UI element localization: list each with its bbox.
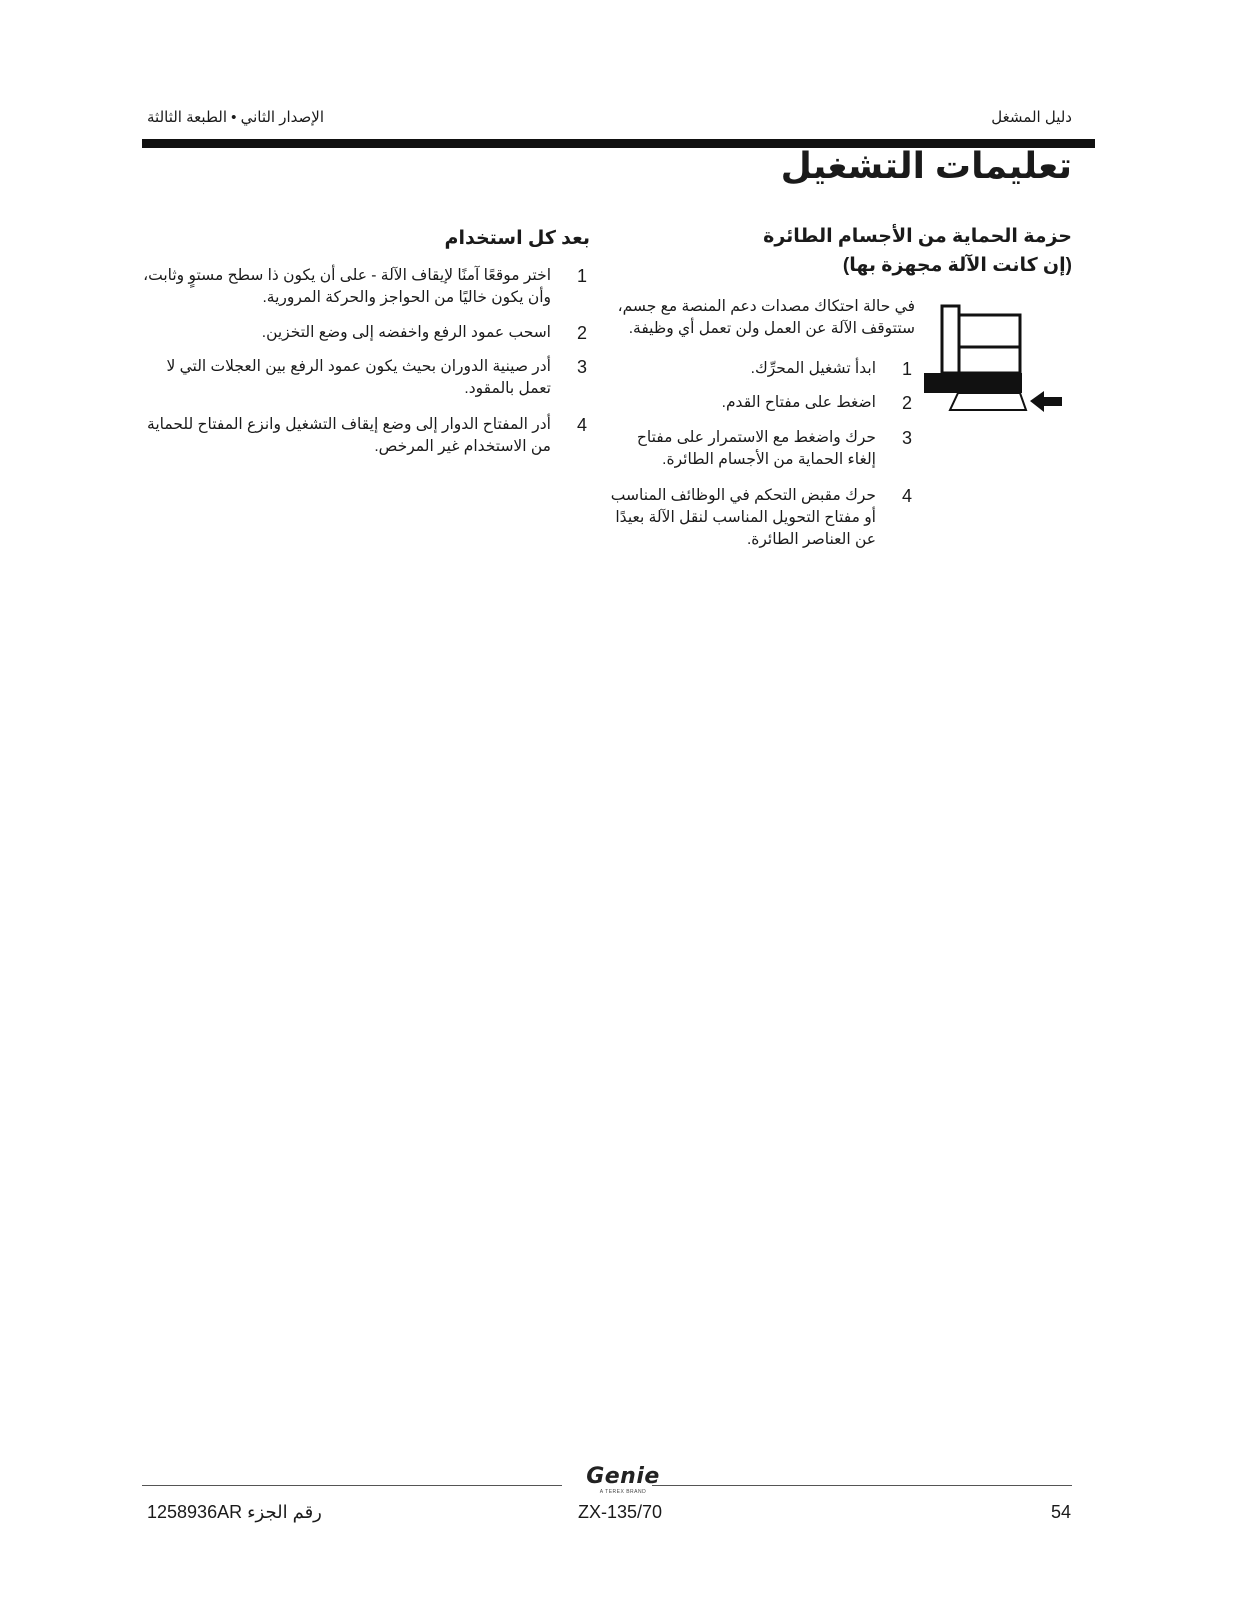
manual-name: دليل المشغل bbox=[991, 109, 1072, 126]
right-step-1: 1 ابدأ تشغيل المحرِّك. bbox=[750, 359, 912, 379]
left-section-heading: بعد كل استخدام bbox=[444, 228, 590, 249]
page-number: 54 bbox=[1050, 1502, 1071, 1522]
left-step-4: 4 أدر المفتاح الدوار إلى وضع إيقاف التشغيل وانزع المفتاح للحماية من الاستخدام غير المرخص. bbox=[142, 414, 587, 460]
left-step-3-text: أدر صينية الدوران بحيث يكون عمود الرفع بين العجلات التي لا تعمل بالمقود. bbox=[166, 358, 551, 397]
arrow-left-icon bbox=[1030, 391, 1062, 412]
footer-rule-right bbox=[652, 1485, 1072, 1486]
right-step-2-text: اضغط على مفتاح القدم. bbox=[721, 394, 876, 411]
footer-rule-left bbox=[142, 1485, 562, 1486]
right-heading-line1: حزمة الحماية من الأجسام الطائرة bbox=[763, 226, 1072, 247]
intro-line1: في حالة احتكاك مصدات دعم المنصة مع جسم، bbox=[617, 298, 915, 315]
right-step-3-text: حرك واضغط مع الاستمرار على مفتاح إلغاء الحماية من الأجسام الطائرة. bbox=[636, 429, 876, 468]
left-step-2: 2 اسحب عمود الرفع واخفضه إلى وضع التخزين. bbox=[142, 322, 587, 346]
part-number: رقم الجزء 1258936AR bbox=[147, 1502, 322, 1522]
page-title: تعليمات التشغيل bbox=[780, 145, 1072, 186]
genie-logo: Genie A TEREX BRAND bbox=[586, 1464, 660, 1495]
right-step-1-text: ابدأ تشغيل المحرِّك. bbox=[750, 360, 876, 377]
left-step-3: 3 أدر صينية الدوران بحيث يكون عمود الرفع بين العجلات التي لا تعمل بالمقود. bbox=[142, 356, 587, 402]
right-step-3: 3 حرك واضغط مع الاستمرار على مفتاح إلغاء الحماية من الأجسام الطائرة. bbox=[612, 427, 912, 473]
right-step-4-text: حرك مقبض التحكم في الوظائف المناسب أو مفتاح التحويل المناسب لنقل الآلة بعيدًا عن العناصر الطائرة. bbox=[610, 487, 876, 548]
left-step-1: 1 اختر موقعًا آمنًا لإيقاف الآلة - على أن يكون ذا سطح مستوٍ وثابت، وأن يكون خاليًا من الحواجز والحركة المرورية. bbox=[142, 265, 587, 311]
right-step-4: 4 حرك مقبض التحكم في الوظائف المناسب أو مفتاح التحويل المناسب لنقل الآلة بعيدًا عن العناصر الطائرة. bbox=[612, 485, 912, 553]
edition-label: الإصدار الثاني • الطبعة الثالثة bbox=[147, 109, 324, 126]
left-step-4-text: أدر المفتاح الدوار إلى وضع إيقاف التشغيل وانزع المفتاح للحماية من الاستخدام غير المرخص. bbox=[147, 416, 551, 455]
left-step-1-text: اختر موقعًا آمنًا لإيقاف الآلة - على أن يكون ذا سطح مستوٍ وثابت، وأن يكون خاليًا من الحواجز والحركة المرورية. bbox=[143, 267, 551, 306]
platform-bumper-illustration bbox=[922, 300, 1067, 418]
left-step-2-text: اسحب عمود الرفع واخفضه إلى وضع التخزين. bbox=[261, 324, 551, 341]
right-section-intro bbox=[595, 296, 915, 340]
right-heading-line2: (إن كانت الآلة مجهزة بها) bbox=[842, 255, 1072, 276]
model-number: ZX-135/70 bbox=[578, 1502, 663, 1522]
right-step-2: 2 اضغط على مفتاح القدم. bbox=[721, 393, 912, 413]
intro-line2: ستتوقف الآلة عن العمل ولن تعمل أي وظيفة. bbox=[628, 320, 915, 337]
right-section-heading bbox=[652, 222, 1072, 280]
